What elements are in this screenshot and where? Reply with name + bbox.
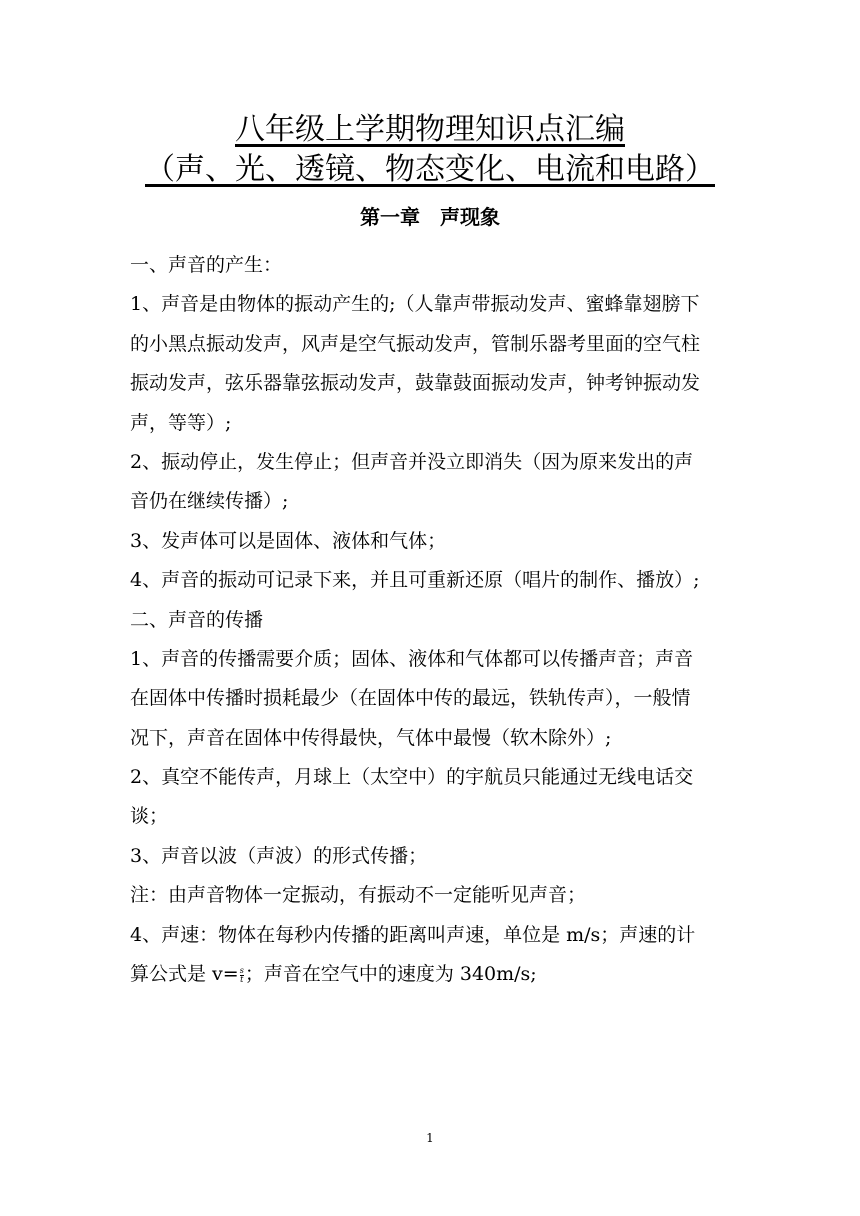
formula-line bbox=[130, 955, 730, 994]
text-line: 一、声音的产生： bbox=[130, 254, 283, 276]
text-line: 3、声音以波（声波）的形式传播； bbox=[130, 844, 428, 867]
text-line: 3、发声体可以是固体、液体和气体； bbox=[130, 529, 447, 552]
fraction-numerator: s bbox=[239, 965, 244, 975]
document-title: 八年级上学期物理知识点汇编 bbox=[235, 112, 625, 147]
text-line: 在固体中传播时损耗最少（在固体中传的最远，铁轨传声），一般情 bbox=[130, 687, 691, 710]
document-subtitle: （声、光、透镜、物态变化、电流和电路） bbox=[145, 152, 715, 187]
section-heading: 二、声音的传播 bbox=[130, 608, 264, 631]
text-line: 振动发声，弦乐器靠弦振动发声，鼓靠鼓面振动发声，钟考钟振动发 bbox=[130, 372, 701, 395]
note-line: 注：由声音物体一定振动，有振动不一定能听见声音； bbox=[130, 884, 587, 907]
text-line: 的小黑点振动发声，风声是空气振动发声，管制乐器考里面的空气柱 bbox=[130, 332, 701, 355]
text-line: 声，等等）; bbox=[130, 411, 232, 434]
formula-suffix: ；声音在空气中的速度为 340m/s; bbox=[244, 963, 537, 986]
body-text bbox=[130, 246, 730, 994]
text-line: 2、振动停止，发生停止；但声音并没立即消失（因为原来发出的声 bbox=[130, 450, 694, 473]
chapter-heading: 第一章 声现象 bbox=[360, 205, 500, 229]
text-line: 况下，声音在固体中传得最快，气体中最慢（软木除外）; bbox=[130, 726, 612, 749]
text-line: 4、声音的振动可记录下来，并且可重新还原（唱片的制作、播放）; bbox=[130, 569, 700, 592]
text-line: 1、声音的传播需要介质；固体、液体和气体都可以传播声音；声音 bbox=[130, 647, 694, 670]
formula-prefix: 算公式是 v= bbox=[130, 963, 239, 986]
text-line: 1、声音是由物体的振动产生的;（人靠声带振动发声、蜜蜂靠翅膀下 bbox=[130, 293, 700, 316]
text-line: 谈； bbox=[130, 805, 169, 828]
fraction-denominator: t bbox=[240, 974, 244, 984]
text-line: 音仍在继续传播）; bbox=[130, 490, 289, 513]
page-number: 1 bbox=[426, 1131, 434, 1145]
text-line: 4、声速：物体在每秒内传播的距离叫声速，单位是 m/s；声速的计 bbox=[130, 923, 696, 946]
speed-fraction bbox=[240, 967, 244, 984]
text-line: 2、真空不能传声，月球上（太空中）的宇航员只能通过无线电话交 bbox=[130, 766, 694, 789]
